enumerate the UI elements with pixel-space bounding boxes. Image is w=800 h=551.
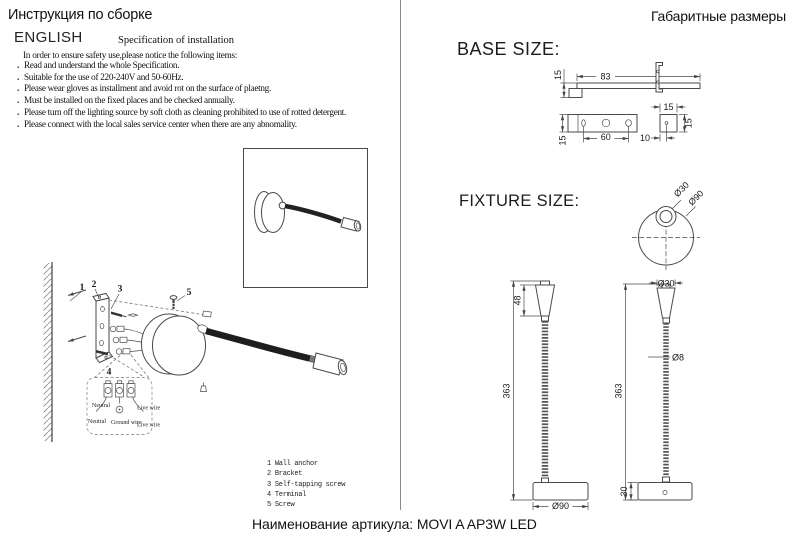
dim-end-width: 15 [663, 102, 674, 112]
article-name: Наименование артикула: MOVI A AP3W LED [252, 516, 537, 532]
dimension-drawings [400, 30, 800, 525]
dim-profile-height: 15 [553, 69, 563, 81]
dim-end-height: 15 [683, 118, 694, 129]
base-size-heading: BASE SIZE: [457, 39, 561, 59]
part-number: 3 [267, 480, 271, 489]
label-neutral-bottom: Neutral [88, 419, 106, 425]
callout-tapping-screw: 3 [117, 284, 123, 295]
fixture-side-view [614, 279, 693, 501]
part-number: 4 [267, 490, 271, 499]
base-front-view [558, 115, 638, 146]
dim-body-diameter: Ø90 [686, 188, 706, 208]
terminal-box [87, 378, 160, 435]
dim-profile-width: 83 [600, 71, 611, 82]
dim-arm-diameter: Ø8 [672, 352, 685, 363]
lamp-body [142, 311, 212, 392]
label-live-bottom: Live wire [137, 422, 161, 429]
dim-head-diameter-side: Ø30 [657, 278, 675, 289]
dim-base-depth: 30 [619, 486, 629, 497]
fixture-front-view [502, 281, 589, 511]
parts-list-row [267, 469, 345, 479]
callout-wall-anchor: 1 [79, 283, 85, 293]
spec-item: . Please connect with the local sales service center when there are any abnomality. [17, 119, 346, 131]
spec-intro: In order to ensure safety use,please notice the following items: [23, 50, 238, 60]
part-name: Terminal [274, 490, 307, 499]
spec-item: . Must be installed on the fixed places and be checked annually. [17, 95, 346, 107]
assembly-diagram [0, 140, 400, 455]
parts-list-row [267, 500, 345, 510]
part-name: Bracket [274, 470, 303, 479]
wall [44, 262, 53, 442]
callout-screw: 5 [186, 288, 192, 298]
callout-terminal: 4 [106, 367, 112, 378]
dim-total-height-front: 363 [501, 383, 512, 399]
dimensions-title: Габаритные размеры [650, 8, 786, 24]
fixture-size-heading: FIXTURE SIZE: [459, 192, 580, 210]
label-ground-bottom: Ground wire [111, 420, 142, 426]
part-number: 2 [267, 470, 271, 479]
part-name: Wall anchor [274, 460, 318, 468]
base-profile-view [553, 69, 700, 98]
part-name: Screw [274, 501, 295, 510]
parts-list-row [267, 490, 345, 500]
parts-list [267, 459, 345, 510]
spec-item: . Suitable for the use of 220-240V and 50-60Hz. [17, 72, 346, 84]
product-preview-box [244, 149, 368, 288]
flex-arm [206, 331, 348, 375]
parts-list-row [267, 459, 345, 469]
spec-item: . Please turn off the lighting source by soft cloth as cleaning prohibited to use of rotted detergent. [17, 107, 346, 119]
dim-hole-spacing: 60 [600, 132, 611, 143]
label-live-top: Live wire [137, 405, 161, 412]
spec-title: Specification of installation [118, 35, 235, 46]
language-label: ENGLISH [14, 29, 83, 46]
dim-base-diameter: Ø90 [551, 501, 570, 512]
spec-list [17, 60, 346, 130]
wall-anchors [68, 290, 86, 342]
mounting-screw [170, 296, 177, 309]
dim-end-offset: 10 [639, 133, 650, 143]
base-end-view-bottom [640, 102, 694, 143]
dim-head-height: 48 [512, 295, 523, 306]
fixture-top-view [632, 180, 705, 270]
part-number: 1 [267, 460, 271, 468]
label-neutral-top: Neutral [92, 403, 110, 409]
dim-head-diameter: Ø30 [671, 179, 691, 199]
dim-front-height: 15 [557, 135, 568, 146]
base-end-view-top [656, 63, 663, 93]
part-number: 5 [267, 501, 271, 510]
spec-item: . Please wear gloves as installment and avoid rot on the surface of plaetng. [17, 83, 346, 95]
callout-bracket: 2 [91, 280, 97, 290]
spec-item: . Read and understand the whole Specification. [17, 60, 346, 72]
page-title: Инструкция по сборке [8, 7, 153, 23]
dim-total-height-side: 363 [613, 383, 624, 399]
part-name: Self-tapping screw [274, 480, 346, 489]
product-drawing [255, 192, 362, 233]
parts-list-row [267, 480, 345, 490]
